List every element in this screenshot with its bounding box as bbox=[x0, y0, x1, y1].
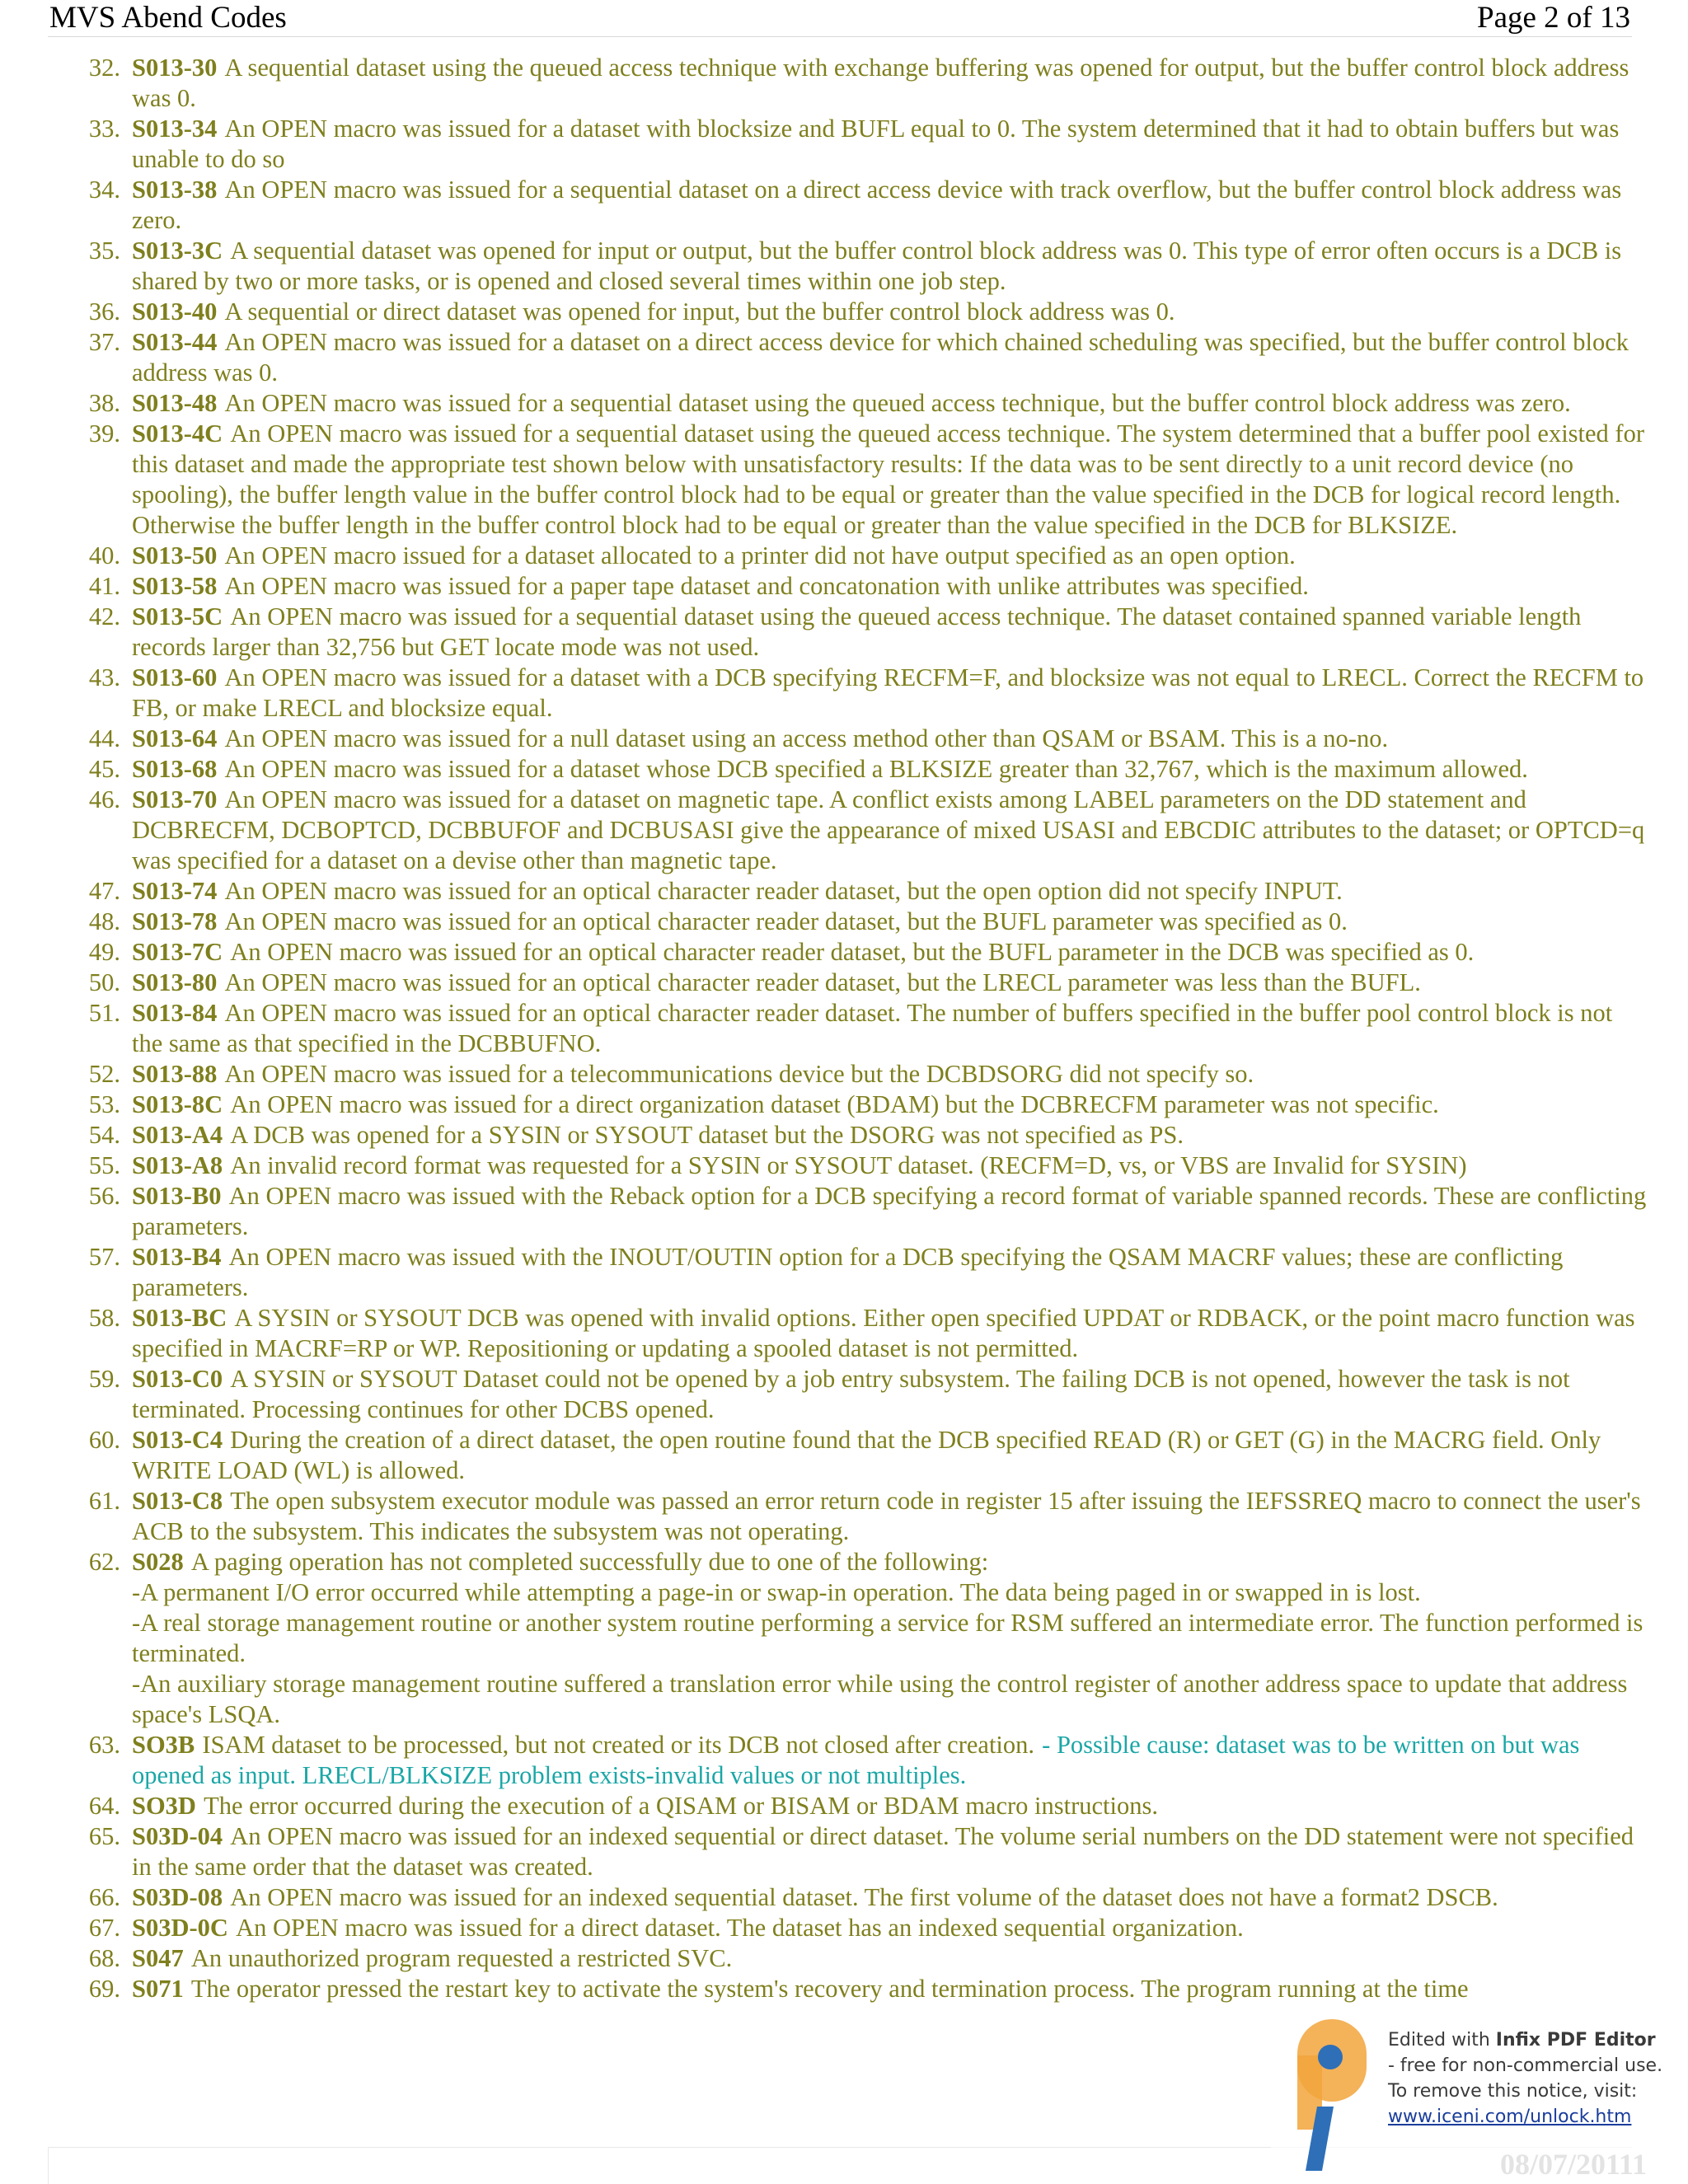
abend-description: An OPEN macro was issued for a dataset with blocksize and BUFL equal to 0. The system determined that it had to obtain buffers but was unable to do so bbox=[132, 115, 1620, 173]
item-number: 66. bbox=[88, 1883, 120, 1911]
list-item bbox=[0, 419, 1648, 541]
list-item bbox=[0, 1364, 1648, 1425]
item-number: 41. bbox=[88, 572, 120, 600]
watermark-line-1 bbox=[1388, 2027, 1685, 2053]
watermark-text bbox=[1388, 2027, 1685, 2130]
item-number: 65. bbox=[88, 1822, 120, 1850]
item-number: 36. bbox=[88, 298, 120, 326]
list-item bbox=[0, 53, 1648, 114]
abend-description: An OPEN macro was issued with the INOUT/OUTIN option for a DCB specifying the QSAM MACRF values; these are conflicting parameters. bbox=[132, 1243, 1564, 1301]
item-number: 49. bbox=[88, 938, 120, 966]
item-number: 67. bbox=[88, 1914, 120, 1942]
item-number: 68. bbox=[88, 1944, 120, 1972]
list-item bbox=[0, 724, 1648, 754]
abend-description: An OPEN macro was issued for a dataset on a direct access device for which chained scheduling was specified, but the buffer control block address was 0. bbox=[132, 328, 1629, 387]
abend-code: S013-68 bbox=[132, 755, 218, 783]
list-item bbox=[0, 571, 1648, 602]
watermark-line-3: To remove this notice, visit: bbox=[1388, 2081, 1638, 2102]
abend-description: The open subsystem executor module was passed an error return code in register 15 after issuing the IEFSSREQ macro to connect the user's ACB to the subsystem. This indicates the subsystem was not operating. bbox=[132, 1487, 1641, 1545]
item-number: 37. bbox=[88, 328, 120, 356]
list-item bbox=[0, 1181, 1648, 1242]
list-item bbox=[0, 907, 1648, 937]
abend-code: S013-C0 bbox=[132, 1365, 223, 1393]
abend-description: An OPEN macro was issued for a sequential dataset using the queued access technique. The dataset contained spanned variable length records larger than 32,756 but GET locate mode was not used. bbox=[132, 602, 1582, 661]
item-number: 53. bbox=[88, 1090, 120, 1118]
list-item bbox=[0, 1791, 1648, 1821]
item-number: 32. bbox=[88, 54, 120, 82]
list-item bbox=[0, 1425, 1648, 1486]
abend-description: A sequential dataset was opened for input or output, but the buffer control block address was 0. This type of error often occurs is a DCB is shared by two or more tasks, or is opened and closed several times within one job step. bbox=[132, 237, 1622, 295]
abend-description: A sequential or direct dataset was opened for input, but the buffer control block address was 0. bbox=[224, 298, 1175, 326]
item-number: 38. bbox=[88, 389, 120, 417]
editor-watermark-notice bbox=[1271, 2014, 1683, 2184]
list-item bbox=[0, 937, 1648, 968]
abend-description: An OPEN macro was issued for a paper tape dataset and concatonation with unlike attributes was specified. bbox=[224, 572, 1309, 600]
abend-code: S013-70 bbox=[132, 785, 218, 813]
abend-description: An unauthorized program requested a restricted SVC. bbox=[190, 1944, 733, 1972]
item-number: 60. bbox=[88, 1426, 120, 1454]
abend-sub-cause: -A permanent I/O error occurred while attempting a page-in or swap-in operation. The data being paged in or swapped in is lost. bbox=[132, 1578, 1421, 1606]
abend-code: S013-88 bbox=[132, 1060, 218, 1088]
abend-code: SO3D bbox=[132, 1792, 196, 1820]
item-number: 42. bbox=[88, 602, 120, 630]
list-item bbox=[0, 876, 1648, 907]
abend-code: S013-3C bbox=[132, 237, 223, 265]
abend-code: S013-60 bbox=[132, 663, 218, 691]
abend-code: S03D-04 bbox=[132, 1822, 223, 1850]
abend-code: S013-84 bbox=[132, 999, 218, 1027]
abend-code: S071 bbox=[132, 1975, 184, 2003]
abend-description: An OPEN macro was issued for a null dataset using an access method other than QSAM or BSAM. This is a no-no. bbox=[224, 724, 1389, 752]
abend-description: An OPEN macro issued for a dataset allocated to a printer did not have output specified as an open option. bbox=[224, 541, 1296, 569]
abend-code: S013-64 bbox=[132, 724, 218, 752]
abend-code: S013-B0 bbox=[132, 1182, 222, 1210]
abend-description: An OPEN macro was issued for an indexed sequential or direct dataset. The volume serial numbers on the DD statement were not specified in the same order that the dataset was created. bbox=[132, 1822, 1634, 1881]
abend-sub-cause: -A real storage management routine or another system routine performing a service for RSM suffered an intermediate error. The function performed is terminated. bbox=[132, 1609, 1643, 1667]
item-number: 48. bbox=[88, 907, 120, 935]
abend-description: A SYSIN or SYSOUT DCB was opened with invalid options. Either open specified UPDAT or RDBACK, or the point macro function was specified in MACRF=RP or WP. Repositioning or updating a spooled dataset is not permitted. bbox=[132, 1304, 1635, 1362]
abend-code: S013-BC bbox=[132, 1304, 227, 1332]
item-number: 39. bbox=[88, 419, 120, 448]
abend-code: S013-7C bbox=[132, 938, 223, 966]
abend-code: S047 bbox=[132, 1944, 184, 1972]
item-number: 51. bbox=[88, 999, 120, 1027]
abend-code: S013-78 bbox=[132, 907, 218, 935]
list-item bbox=[0, 602, 1648, 663]
abend-code: S013-58 bbox=[132, 572, 218, 600]
abend-code: S013-8C bbox=[132, 1090, 223, 1118]
abend-code: SO3B bbox=[132, 1731, 195, 1759]
item-number: 69. bbox=[88, 1975, 120, 2003]
abend-code: S013-50 bbox=[132, 541, 218, 569]
item-number: 59. bbox=[88, 1365, 120, 1393]
abend-description: An OPEN macro was issued for a direct dataset. The dataset has an indexed sequential organization. bbox=[236, 1914, 1244, 1942]
list-item bbox=[0, 541, 1648, 571]
watermark-line-2: - free for non-commercial use. bbox=[1388, 2055, 1663, 2076]
item-number: 46. bbox=[88, 785, 120, 813]
abend-description: An OPEN macro was issued for a sequential dataset on a direct access device with track overflow, but the buffer control block address was zero. bbox=[132, 176, 1622, 234]
item-number: 52. bbox=[88, 1060, 120, 1088]
abend-note: - Possible cause: dataset was to be written on but was opened as input. LRECL/BLKSIZE problem exists-invalid values or not multiples. bbox=[132, 1731, 1580, 1789]
abend-description: A DCB was opened for a SYSIN or SYSOUT dataset but the DSORG was not specified as PS. bbox=[230, 1121, 1184, 1149]
abend-code: S013-4C bbox=[132, 419, 223, 448]
item-number: 64. bbox=[88, 1792, 120, 1820]
abend-description: An OPEN macro was issued for a dataset on magnetic tape. A conflict exists among LABEL parameters on the DD statement and DCBRECFM, DCBOPTCD, DCBBUFOF and DCBUSASI give the appearance of mixed USASI and EBCDIC attributes to the dataset; or OPTCD=q was specified for a dataset on a devise other than magnetic tape. bbox=[132, 785, 1645, 874]
abend-code: S013-B4 bbox=[132, 1243, 222, 1271]
footer-left-border bbox=[48, 2147, 49, 2184]
page-header bbox=[48, 0, 1632, 37]
abend-code: S013-C8 bbox=[132, 1487, 223, 1515]
item-number: 58. bbox=[88, 1304, 120, 1332]
list-item bbox=[0, 998, 1648, 1059]
item-number: 50. bbox=[88, 968, 120, 996]
list-item bbox=[0, 663, 1648, 724]
abend-description: The operator pressed the restart key to activate the system's recovery and termination process. The program running at the time bbox=[190, 1975, 1469, 2003]
item-number: 57. bbox=[88, 1243, 120, 1271]
abend-description: An OPEN macro was issued with the Reback option for a DCB specifying a record format of variable spanned records. These are conflicting parameters. bbox=[132, 1182, 1647, 1240]
item-number: 63. bbox=[88, 1731, 120, 1759]
abend-code: S013-34 bbox=[132, 115, 218, 143]
abend-description: An OPEN macro was issued for a telecommunications device but the DCBDSORG did not specify so. bbox=[224, 1060, 1254, 1088]
list-item bbox=[0, 1730, 1648, 1791]
item-number: 47. bbox=[88, 877, 120, 905]
item-number: 44. bbox=[88, 724, 120, 752]
item-number: 55. bbox=[88, 1151, 120, 1179]
abend-code-list bbox=[0, 53, 1648, 2004]
abend-code: S013-5C bbox=[132, 602, 223, 630]
list-item bbox=[0, 1547, 1648, 1730]
abend-sub-cause: -An auxiliary storage management routine suffered a translation error while using the control register of another address space to update that address space's LSQA. bbox=[132, 1670, 1628, 1728]
list-item bbox=[0, 175, 1648, 236]
abend-description: An OPEN macro was issued for an indexed sequential dataset. The first volume of the dataset does not have a format2 DSCB. bbox=[230, 1883, 1498, 1911]
abend-description: The error occurred during the execution of a QISAM or BISAM or BDAM macro instructions. bbox=[204, 1792, 1158, 1820]
abend-description: An OPEN macro was issued for a dataset whose DCB specified a BLKSIZE greater than 32,767, which is the maximum allowed. bbox=[224, 755, 1528, 783]
abend-description: An OPEN macro was issued for a sequential dataset using the queued access technique. The system determined that a buffer pool existed for this dataset and made the appropriate test shown below with unsatisfactory results: If the data was to be sent directly to a unit record device (no spooling), the buffer length value in the buffer control block had to be equal or greater than the value specified in the DCB for logical record length. Otherwise the buffer length in the buffer control block had to be equal or greater than the value specified in the DCB for BLKSIZE. bbox=[132, 419, 1644, 539]
abend-code: S03D-08 bbox=[132, 1883, 223, 1911]
list-item bbox=[0, 1120, 1648, 1151]
item-number: 45. bbox=[88, 755, 120, 783]
abend-code: S013-74 bbox=[132, 877, 218, 905]
abend-description: An OPEN macro was issued for an optical character reader dataset, but the LRECL parameter was less than the BUFL. bbox=[224, 968, 1421, 996]
watermark-prefix: Edited with bbox=[1388, 2030, 1496, 2050]
abend-description: A sequential dataset using the queued access technique with exchange buffering was opened for output, but the buffer control block address was 0. bbox=[132, 54, 1629, 112]
abend-description: An OPEN macro was issued for a sequential dataset using the queued access technique, but the buffer control block address was zero. bbox=[224, 389, 1571, 417]
abend-description: An OPEN macro was issued for a direct organization dataset (BDAM) but the DCBRECFM parameter was not specific. bbox=[230, 1090, 1439, 1118]
item-number: 54. bbox=[88, 1121, 120, 1149]
list-item bbox=[0, 297, 1648, 327]
list-item bbox=[0, 1486, 1648, 1547]
abend-description: A paging operation has not completed successfully due to one of the following: bbox=[190, 1548, 989, 1576]
page-number: Page 2 of 13 bbox=[1477, 1, 1630, 35]
watermark-brand: Infix PDF Editor bbox=[1495, 2030, 1656, 2050]
list-item bbox=[0, 1974, 1648, 2004]
abend-description: An OPEN macro was issued for an optical character reader dataset, but the open option did not specify INPUT. bbox=[224, 877, 1343, 905]
item-number: 43. bbox=[88, 663, 120, 691]
abend-code: S013-40 bbox=[132, 298, 218, 326]
abend-description: An invalid record format was requested for a SYSIN or SYSOUT dataset. (RECFM=D, vs, or VBS are Invalid for SYSIN) bbox=[230, 1151, 1467, 1179]
list-item bbox=[0, 968, 1648, 998]
list-item bbox=[0, 754, 1648, 785]
abend-description: A SYSIN or SYSOUT Dataset could not be opened by a job entry subsystem. The failing DCB is not opened, however the task is not terminated. Processing continues for other DCBS opened. bbox=[132, 1365, 1570, 1423]
item-number: 56. bbox=[88, 1182, 120, 1210]
abend-description: An OPEN macro was issued for an optical character reader dataset. The number of buffers specified in the buffer pool control block is not the same as that specified in the DCBBUFNO. bbox=[132, 999, 1613, 1057]
abend-description: An OPEN macro was issued for an optical character reader dataset, but the BUFL parameter in the DCB was specified as 0. bbox=[230, 938, 1475, 966]
document-title: MVS Abend Codes bbox=[49, 1, 287, 35]
list-item bbox=[0, 1151, 1648, 1181]
infix-logo-icon bbox=[1282, 2014, 1373, 2179]
list-item bbox=[0, 236, 1648, 297]
item-number: 62. bbox=[88, 1548, 120, 1576]
list-item bbox=[0, 1242, 1648, 1303]
abend-description: An OPEN macro was issued for a dataset with a DCB specifying RECFM=F, and blocksize was not equal to LRECL. Correct the RECFM to FB, or make LRECL and blocksize equal. bbox=[132, 663, 1644, 722]
abend-code: S013-30 bbox=[132, 54, 218, 82]
item-number: 35. bbox=[88, 237, 120, 265]
abend-code: S013-80 bbox=[132, 968, 218, 996]
abend-description: During the creation of a direct dataset, the open routine found that the DCB specified READ (R) or GET (G) in the MACRG field. Only WRITE LOAD (WL) is allowed. bbox=[132, 1426, 1601, 1484]
abend-code: S013-44 bbox=[132, 328, 218, 356]
list-item bbox=[0, 785, 1648, 876]
list-item bbox=[0, 1303, 1648, 1364]
list-item bbox=[0, 1090, 1648, 1120]
abend-code: S013-A8 bbox=[132, 1151, 223, 1179]
item-number: 33. bbox=[88, 115, 120, 143]
abend-code: S013-A4 bbox=[132, 1121, 223, 1149]
list-item bbox=[0, 1882, 1648, 1913]
item-number: 40. bbox=[88, 541, 120, 569]
item-number: 61. bbox=[88, 1487, 120, 1515]
list-item bbox=[0, 1821, 1648, 1882]
abend-description: ISAM dataset to be processed, but not created or its DCB not closed after creation. bbox=[202, 1731, 1035, 1759]
unlock-link[interactable]: www.iceni.com/unlock.htm bbox=[1388, 2107, 1632, 2127]
list-item bbox=[0, 327, 1648, 388]
abend-code: S013-48 bbox=[132, 389, 218, 417]
item-number: 34. bbox=[88, 176, 120, 204]
abend-code: S013-38 bbox=[132, 176, 218, 204]
abend-code: S03D-0C bbox=[132, 1914, 228, 1942]
list-item bbox=[0, 1059, 1648, 1090]
list-item bbox=[0, 1913, 1648, 1943]
abend-description: An OPEN macro was issued for an optical character reader dataset, but the BUFL parameter was specified as 0. bbox=[224, 907, 1348, 935]
list-item bbox=[0, 1943, 1648, 1974]
list-item bbox=[0, 388, 1648, 419]
abend-code: S028 bbox=[132, 1548, 184, 1576]
list-item bbox=[0, 114, 1648, 175]
abend-code: S013-C4 bbox=[132, 1426, 223, 1454]
